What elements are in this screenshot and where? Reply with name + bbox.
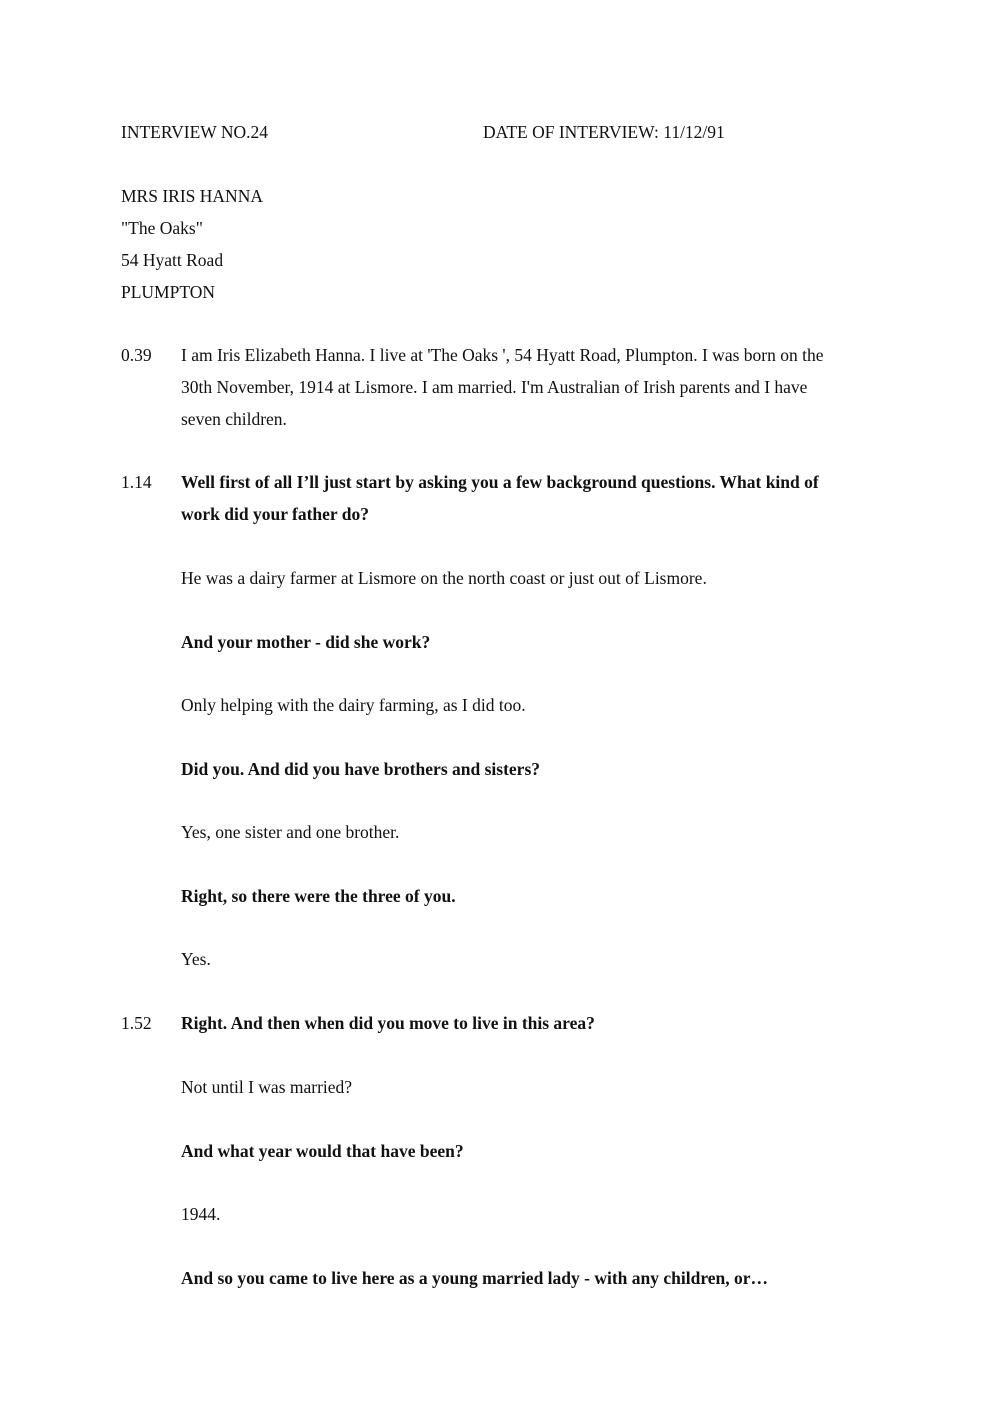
question: And so you came to live here as a young married lady - with any children, or… <box>181 1268 769 1288</box>
timestamp: 0.39 <box>121 345 152 365</box>
question-line: work did your father do? <box>181 504 369 524</box>
question: And your mother - did she work? <box>181 632 431 652</box>
answer-line: seven children. <box>181 409 287 429</box>
answer: Yes. <box>181 949 211 969</box>
interview-date: DATE OF INTERVIEW: 11/12/91 <box>483 122 725 142</box>
answer: Only helping with the dairy farming, as I did too. <box>181 695 526 715</box>
answer: He was a dairy farmer at Lismore on the north coast or just out of Lismore. <box>181 568 707 588</box>
interviewee-house-name: "The Oaks" <box>121 218 203 238</box>
interviewee-name: MRS IRIS HANNA <box>121 186 263 206</box>
question: Did you. And did you have brothers and sisters? <box>181 759 540 779</box>
interview-number: INTERVIEW NO.24 <box>121 122 268 142</box>
answer: Not until I was married? <box>181 1077 353 1097</box>
question: And what year would that have been? <box>181 1141 464 1161</box>
answer: 1944. <box>181 1204 221 1224</box>
answer-line: I am Iris Elizabeth Hanna. I live at 'The Oaks ', 54 Hyatt Road, Plumpton. I was born on the <box>181 345 824 365</box>
interviewee-street: 54 Hyatt Road <box>121 250 224 270</box>
timestamp: 1.14 <box>121 472 152 492</box>
question-line: Well first of all I’ll just start by asking you a few background questions. What kind of <box>181 472 819 492</box>
interviewee-suburb: PLUMPTON <box>121 282 216 302</box>
question: Right, so there were the three of you. <box>181 886 456 906</box>
timestamp: 1.52 <box>121 1013 152 1033</box>
answer-line: 30th November, 1914 at Lismore. I am married. I'm Australian of Irish parents and I have <box>181 377 808 397</box>
answer: Yes, one sister and one brother. <box>181 822 400 842</box>
question: Right. And then when did you move to live in this area? <box>181 1013 595 1033</box>
